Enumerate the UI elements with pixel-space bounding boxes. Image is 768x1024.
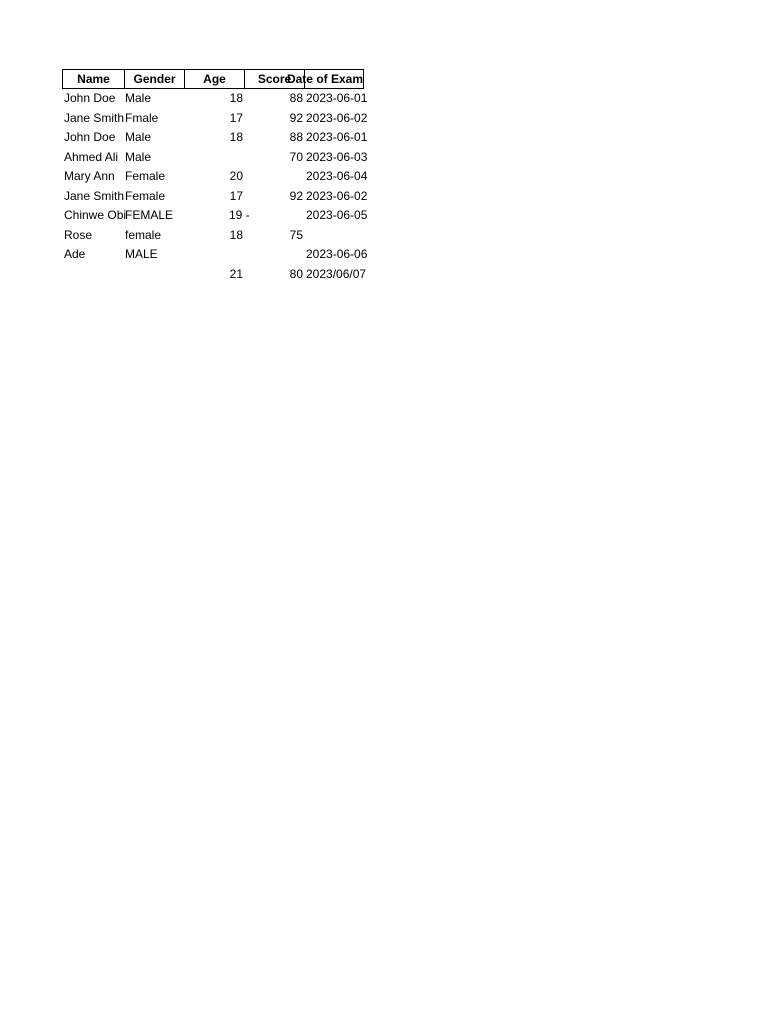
header-cell-gender[interactable]: Gender — [124, 69, 184, 89]
cell-date[interactable] — [304, 226, 364, 246]
cell-age[interactable]: 18 — [229, 91, 243, 105]
cell-age[interactable]: 21 — [229, 266, 243, 281]
cell-date[interactable]: 2023-06-06 — [306, 247, 368, 261]
cell-date[interactable]: 2023/06/07 — [306, 266, 367, 281]
cell-gender[interactable]: Male — [125, 91, 152, 105]
cell-name[interactable]: Ahmed Ali — [64, 149, 119, 164]
cell-name[interactable]: Mary Ann — [64, 169, 115, 183]
table-row — [62, 128, 368, 148]
table-row — [62, 148, 368, 168]
table-row — [62, 206, 368, 226]
table-row — [62, 245, 368, 265]
cell-name[interactable]: Jane Smith — [64, 188, 125, 203]
cell-age[interactable]: 18 — [229, 227, 243, 242]
cell-age[interactable]: 20 — [229, 169, 243, 183]
header-row — [62, 69, 364, 89]
table-row — [62, 89, 368, 109]
cell-gender[interactable]: Male — [125, 149, 152, 164]
cell-gender[interactable]: MALE — [125, 247, 158, 261]
cell-gender[interactable]: female — [125, 227, 162, 242]
cell-gender[interactable]: FEMALE — [125, 208, 174, 222]
cell-age[interactable]: 18 — [229, 130, 243, 144]
cell-age[interactable]: 17 — [229, 110, 243, 125]
data-rows — [62, 89, 368, 284]
cell-name[interactable]: John Doe — [64, 130, 116, 144]
cell-date[interactable]: 2023-06-04 — [306, 169, 368, 183]
table-row — [62, 109, 368, 129]
cell-gender[interactable]: Female — [125, 169, 166, 183]
cell-name[interactable]: Chinwe Obi — [64, 208, 127, 222]
cell-age[interactable] — [184, 148, 244, 168]
cell-gender[interactable]: Female — [125, 188, 166, 203]
spreadsheet-grid — [62, 69, 368, 284]
cell-score[interactable]: 92 — [289, 188, 303, 203]
cell-date[interactable]: 2023-06-03 — [306, 149, 368, 164]
cell-name[interactable]: John Doe — [64, 91, 116, 105]
header-cell-score[interactable]: Score — [244, 69, 304, 89]
cell-gender[interactable]: Fmale — [125, 110, 159, 125]
cell-date[interactable]: 2023-06-01 — [306, 130, 368, 144]
cell-score[interactable] — [244, 245, 304, 265]
table-row — [62, 226, 364, 246]
cell-score[interactable] — [244, 206, 304, 226]
header-cell-name[interactable]: Name — [62, 69, 124, 89]
cell-name[interactable] — [62, 265, 124, 285]
cell-date[interactable]: 2023-06-01 — [306, 91, 368, 105]
cell-score[interactable]: 70 — [289, 149, 303, 164]
cell-name[interactable]: Ade — [64, 247, 86, 261]
cell-score[interactable]: 80 — [289, 266, 303, 281]
table-row — [62, 167, 368, 187]
header-cell-age[interactable]: Age — [184, 69, 244, 89]
header-cell-date[interactable]: Date of Exam — [304, 69, 364, 89]
cell-date[interactable]: 2023-06-02 — [306, 188, 368, 203]
cell-gender[interactable] — [124, 265, 184, 285]
cell-name[interactable]: Jane Smith — [64, 110, 125, 125]
table-row — [62, 187, 368, 207]
cell-age[interactable]: 17 — [229, 188, 243, 203]
cell-score[interactable]: 92 — [289, 110, 303, 125]
cell-age[interactable]: 19 - — [229, 208, 250, 222]
cell-gender[interactable]: Male — [125, 130, 152, 144]
cell-score[interactable] — [244, 167, 304, 187]
cell-age[interactable] — [184, 245, 244, 265]
table-row — [62, 265, 367, 285]
cell-score[interactable]: 75 — [289, 227, 303, 242]
cell-score[interactable]: 88 — [289, 91, 303, 105]
cell-date[interactable]: 2023-06-02 — [306, 110, 368, 125]
cell-score[interactable]: 88 — [289, 130, 303, 144]
cell-date[interactable]: 2023-06-05 — [306, 208, 368, 222]
cell-name[interactable]: Rose — [64, 227, 93, 242]
